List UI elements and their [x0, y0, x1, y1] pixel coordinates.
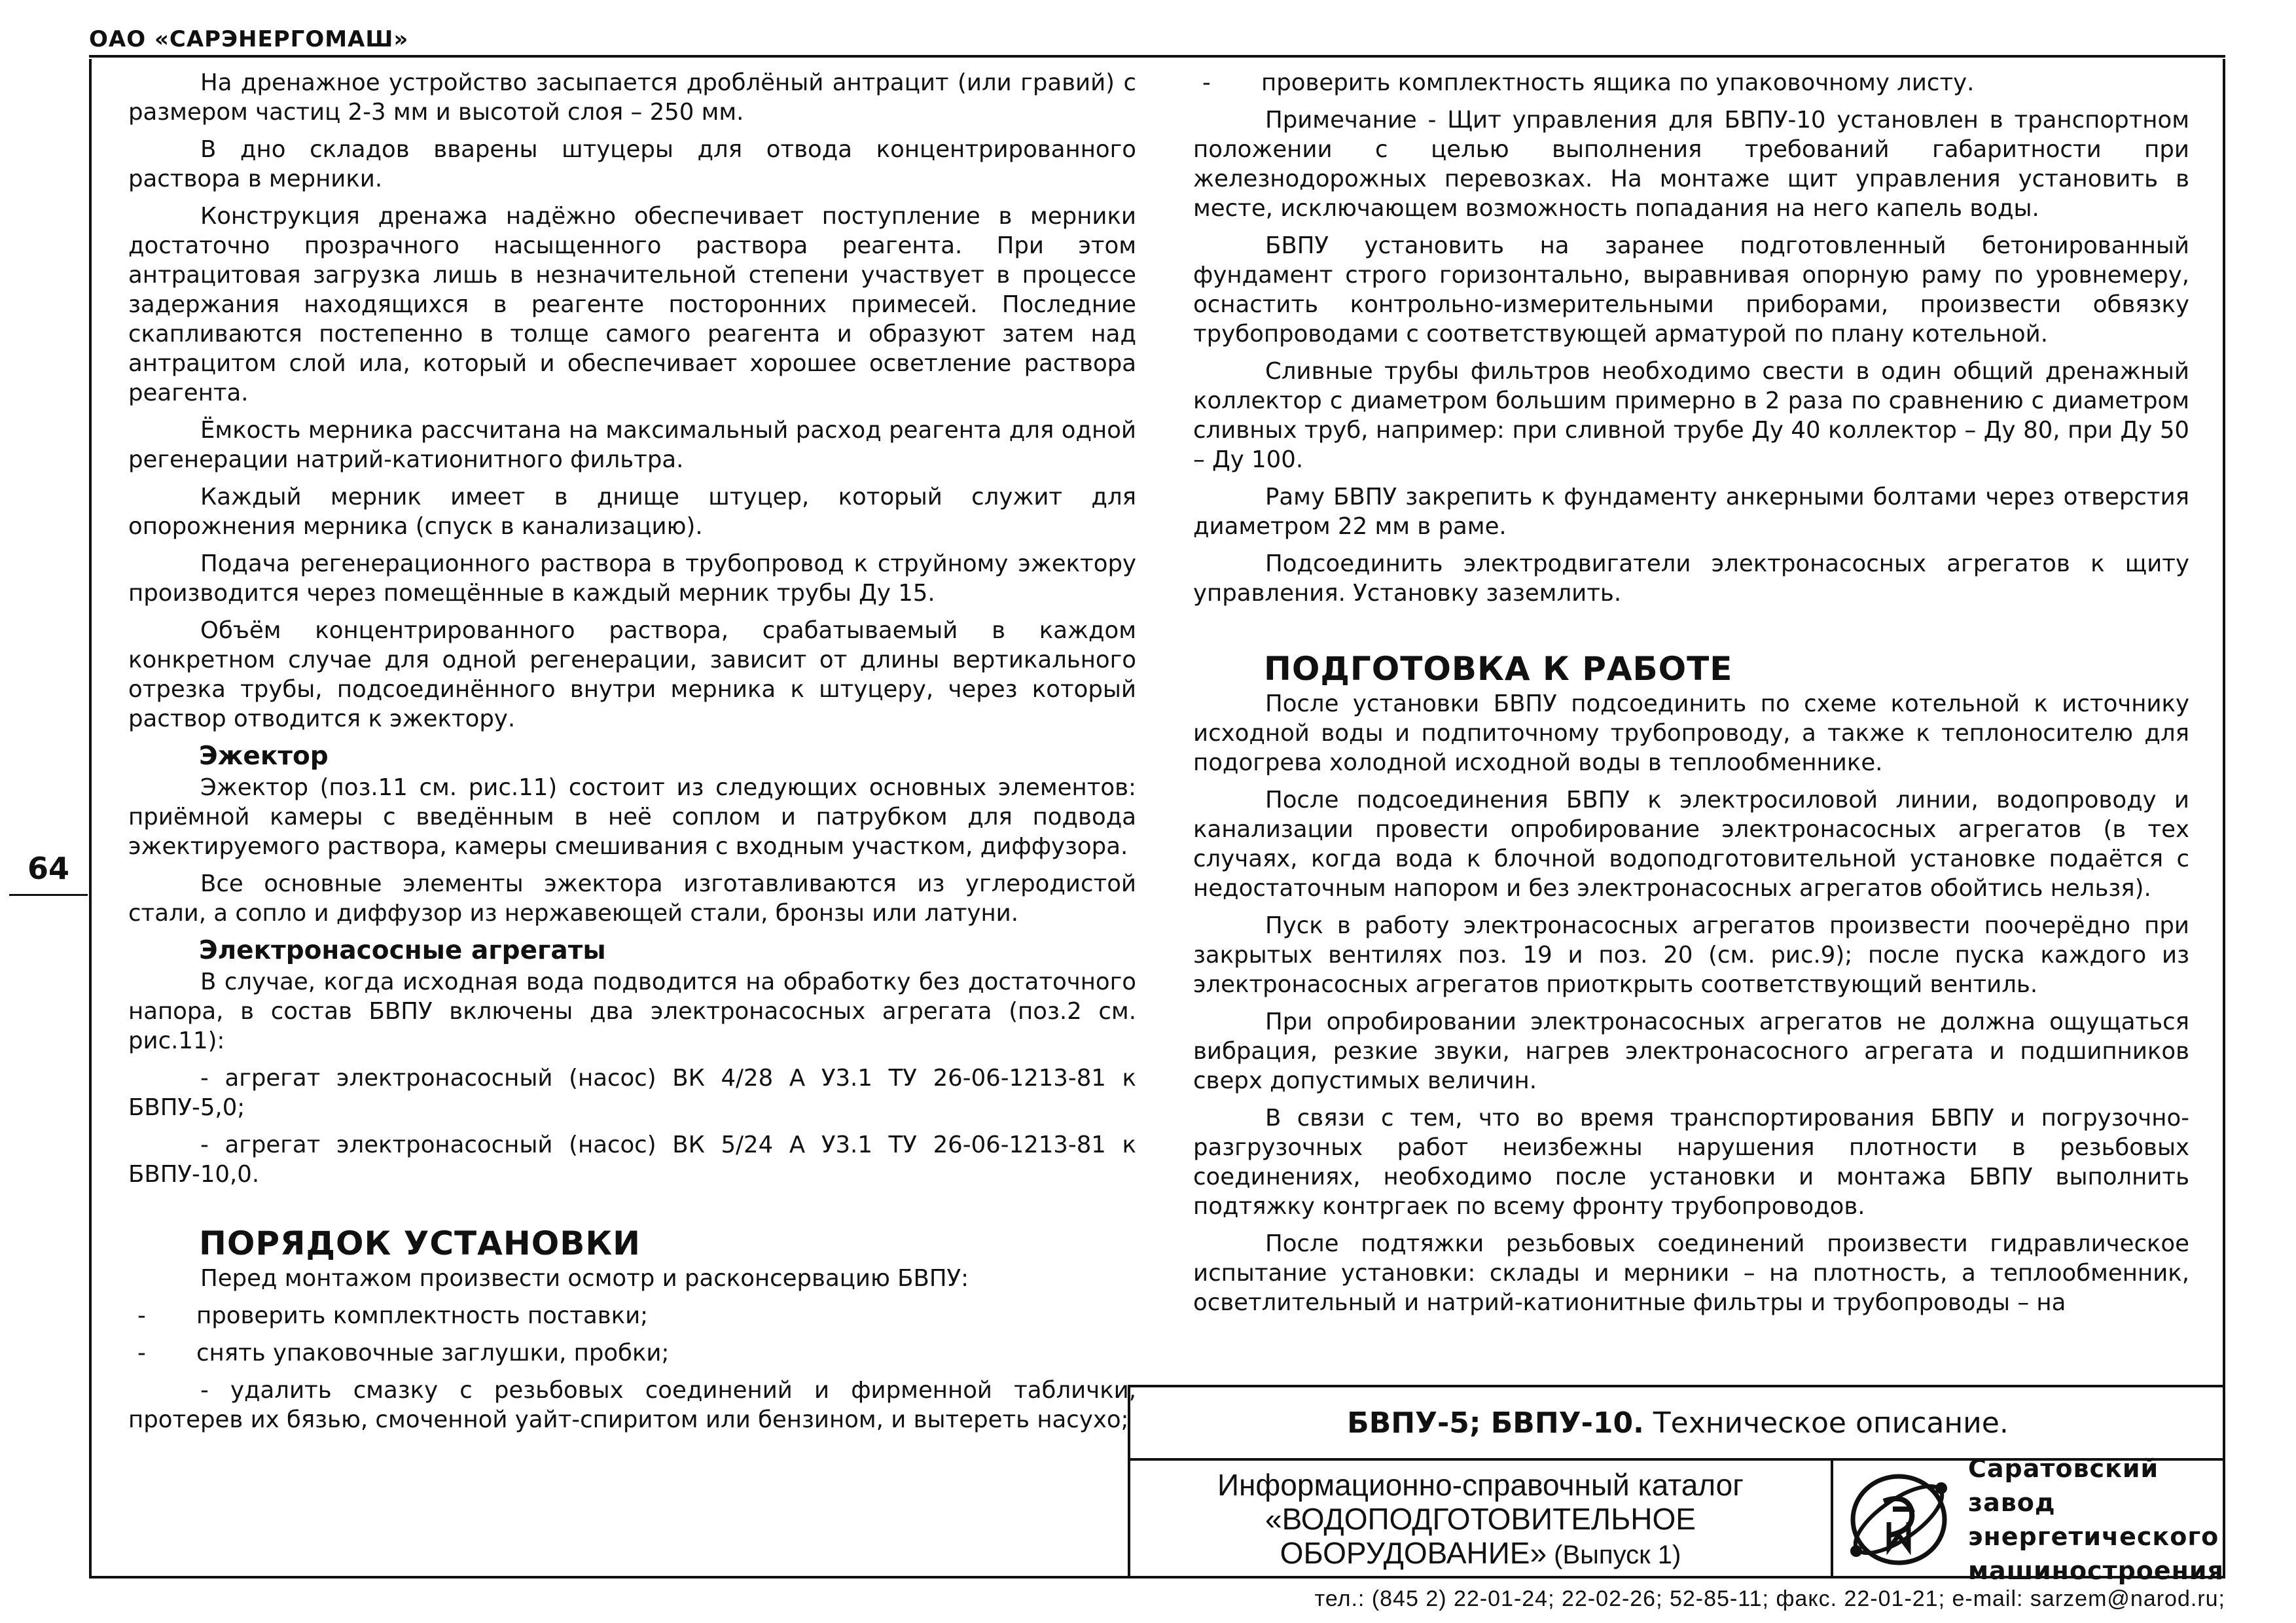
- paragraph: БВПУ установить на заранее подготовленный бетонированный фундамент строго горизонтально, выравнивая опорную раму по уровнемеру, оснастить контрольно-измерительными приборами, произвести обвязку трубопроводами с соответствующей арматурой по плану котельной.: [1193, 232, 2189, 348]
- list-dash: -: [1202, 69, 1211, 96]
- paragraph: - агрегат электронасосный (насос) ВК 5/24 А У3.1 ТУ 26-06-1213-81 к БВПУ-10,0.: [128, 1132, 1136, 1188]
- paragraph: Объём концентрированного раствора, срабатываемый в каждом конкретном случае для одной регенерации, зависит от длины вертикального отрезка трубы, подсоединённого внутри мерника к штуцеру, через который раствор отводится к эжектору.: [128, 617, 1136, 732]
- left-column: [128, 68, 1136, 1442]
- document-title-rest: Техническое описание.: [1643, 1406, 2009, 1440]
- header-rule: [89, 55, 2225, 58]
- paragraph: В дно складов вварены штуцеры для отвода концентрированного раствора в мерники.: [128, 136, 1136, 192]
- organization-name: [1968, 1454, 2225, 1585]
- sem-logo-icon: [1833, 1461, 1964, 1578]
- organization-line: Саратовский завод: [1968, 1454, 2159, 1517]
- paragraph: Конструкция дренажа надёжно обеспечивает поступление в мерники достаточно прозрачного насыщенного раствора реагента. При этом антрацитовая загрузка лишь в незначительной степени участвует в процессе задержания находящихся в реагенте посторонних примесей. Последние скапливаются постепенно в толще самого реагента и образуют затем над антрацитом слой ила, который и обеспечивает хорошее осветление раствора реагента.: [128, 203, 1136, 406]
- paragraph: Каждый мерник имеет в днище штуцер, который служит для опорожнения мерника (спуск в канализацию).: [128, 484, 1136, 540]
- title-block: [1128, 1385, 2225, 1585]
- document-title: [1130, 1387, 2225, 1461]
- catalog-issue: (Выпуск 1): [1547, 1540, 1681, 1569]
- page-number: 64: [27, 851, 70, 886]
- paragraph: Примечание - Щит управления для БВПУ-10 установлен в транспортном положении с целью выполнения требований габаритности при железнодорожных перевозках. На монтаже щит управления установить в месте, исключающем возможность попадания на него капель воды.: [1193, 107, 2189, 222]
- paragraph: - агрегат электронасосный (насос) ВК 4/28 А У3.1 ТУ 26-06-1213-81 к БВПУ-5,0;: [128, 1065, 1136, 1121]
- paragraph: Сливные трубы фильтров необходимо свести в один общий дренажный коллектор с диаметром большим примерно в 2 раза по сравнению с диаметром сливных труб, например: при сливной трубе Ду 40 коллектор – Ду 80, при Ду 50 – Ду 100.: [1193, 358, 2189, 473]
- organization-line: энергетического: [1968, 1522, 2219, 1551]
- list-item: [128, 1338, 1136, 1368]
- page-number-rule: [9, 894, 88, 896]
- paragraph: Перед монтажом произвести осмотр и расконсервацию БВПУ:: [200, 1265, 969, 1292]
- document-title-bold: БВПУ-5; БВПУ-10.: [1347, 1406, 1644, 1440]
- list-item: [128, 1301, 1136, 1330]
- company-header: ОАО «САРЭНЕРГОМАШ»: [89, 26, 409, 52]
- section-heading-ejector: Эжектор: [199, 741, 329, 771]
- section-heading-installation: ПОРЯДОК УСТАНОВКИ: [199, 1224, 641, 1262]
- list-dash: -: [137, 1302, 146, 1329]
- paragraph: При опробировании электронасосных агрегатов не должна ощущаться вибрация, резкие звуки, нагрев электронасосного агрегата и подшипников сверх допустимых величин.: [1193, 1008, 2189, 1094]
- catalog-line-text: ОБОРУДОВАНИЕ»: [1280, 1535, 1547, 1570]
- list-item: [1193, 68, 2189, 98]
- paragraph: После подсоединения БВПУ к электросиловой линии, водопроводу и канализации провести опробирование электронасосных агрегатов (в тех случаях, когда вода к блочной водоподготовительной установке подаётся с недостаточным напором и без электронасосных агрегатов обойтись нельзя).: [1193, 787, 2189, 902]
- paragraph: В случае, когда исходная вода подводится на обработку без достаточного напора, в состав БВПУ включены два электронасосных агрегата (поз.2 см. рис.11):: [128, 969, 1136, 1054]
- section-heading-pumps: Электронасосные агрегаты: [199, 936, 606, 965]
- paragraph: Все основные элементы эжектора изготавливаются из углеродистой стали, а сопло и диффузор из нержавеющей стали, бронзы или латуни.: [128, 870, 1136, 927]
- paragraph: Раму БВПУ закрепить к фундаменту анкерными болтами через отверстия диаметром 22 мм в раме.: [1193, 484, 2189, 540]
- footer-contacts: тел.: (845 2) 22-01-24; 22-02-26; 52-85-11; факс. 22-01-21; e-mail: sarzem@narod.ru;: [1314, 1586, 2225, 1611]
- catalog-line: «ВОДОПОДГОТОВИТЕЛЬНОЕ: [1265, 1501, 1696, 1536]
- paragraph: После установки БВПУ подсоединить по схеме котельной к источнику исходной воды и подпиточному трубопроводу, а также к теплоносителю для подогрева холодной исходной воды в теплообменнике.: [1193, 690, 2189, 776]
- paragraph: После подтяжки резьбовых соединений произвести гидравлическое испытание установки: склады и мерники – на плотность, а теплообменник, осветлительный и натрий-катионитные фильтры и трубопроводы – на: [1193, 1230, 2189, 1316]
- catalog-line: Информационно-справочный каталог: [1217, 1467, 1744, 1502]
- organization-line: машиностроения: [1968, 1556, 2224, 1585]
- section-heading-preparation: ПОДГОТОВКА К РАБОТЕ: [1264, 650, 1733, 688]
- paragraph: Подача регенерационного раствора в трубопровод к струйному эжектору производится через помещённые в каждый мерник трубы Ду 15.: [128, 550, 1136, 607]
- list-item-text: проверить комплектность ящика по упаковочному листу.: [1261, 69, 1975, 96]
- list-dash: -: [137, 1340, 146, 1366]
- list-item-text: проверить комплектность поставки;: [196, 1302, 649, 1329]
- catalog-title: [1130, 1461, 1833, 1578]
- paragraph: Подсоединить электродвигатели электронасосных агрегатов к щиту управления. Установку заземлить.: [1193, 550, 2189, 607]
- right-column: [1193, 68, 2189, 1317]
- paragraph: - удалить смазку с резьбовых соединений и фирменной таблички, протерев их бязью, смоченной уайт-спиритом или бензином, и вытереть насухо;: [128, 1377, 1136, 1433]
- paragraph: На дренажное устройство засыпается дроблёный антрацит (или гравий) с размером частиц 2-3 мм и высотой слоя – 250 мм.: [128, 69, 1136, 126]
- paragraph: Ёмкость мерника рассчитана на максимальный расход реагента для одной регенерации натрий-катионитного фильтра.: [128, 417, 1136, 473]
- list-item-text: снять упаковочные заглушки, пробки;: [196, 1340, 670, 1366]
- paragraph: Пуск в работу электронасосных агрегатов произвести поочерёдно при закрытых вентилях поз. 19 и поз. 20 (см. рис.9); после пуска каждого из электронасосных агрегатов приоткрыть соответствующий вентиль.: [1193, 912, 2189, 998]
- catalog-line: [1280, 1536, 1681, 1572]
- paragraph: В связи с тем, что во время транспортирования БВПУ и погрузочно-разгрузочных работ неизбежны нарушения плотности в резьбовых соединениях, необходимо после установки и монтажа БВПУ выполнить подтяжку контргаек по всему фронту трубопроводов.: [1193, 1105, 2189, 1220]
- paragraph: Эжектор (поз.11 см. рис.11) состоит из следующих основных элементов: приёмной камеры с введённым в неё соплом и патрубком для подвода эжектируемого раствора, камеры смешивания с входным участком, диффузора.: [128, 774, 1136, 860]
